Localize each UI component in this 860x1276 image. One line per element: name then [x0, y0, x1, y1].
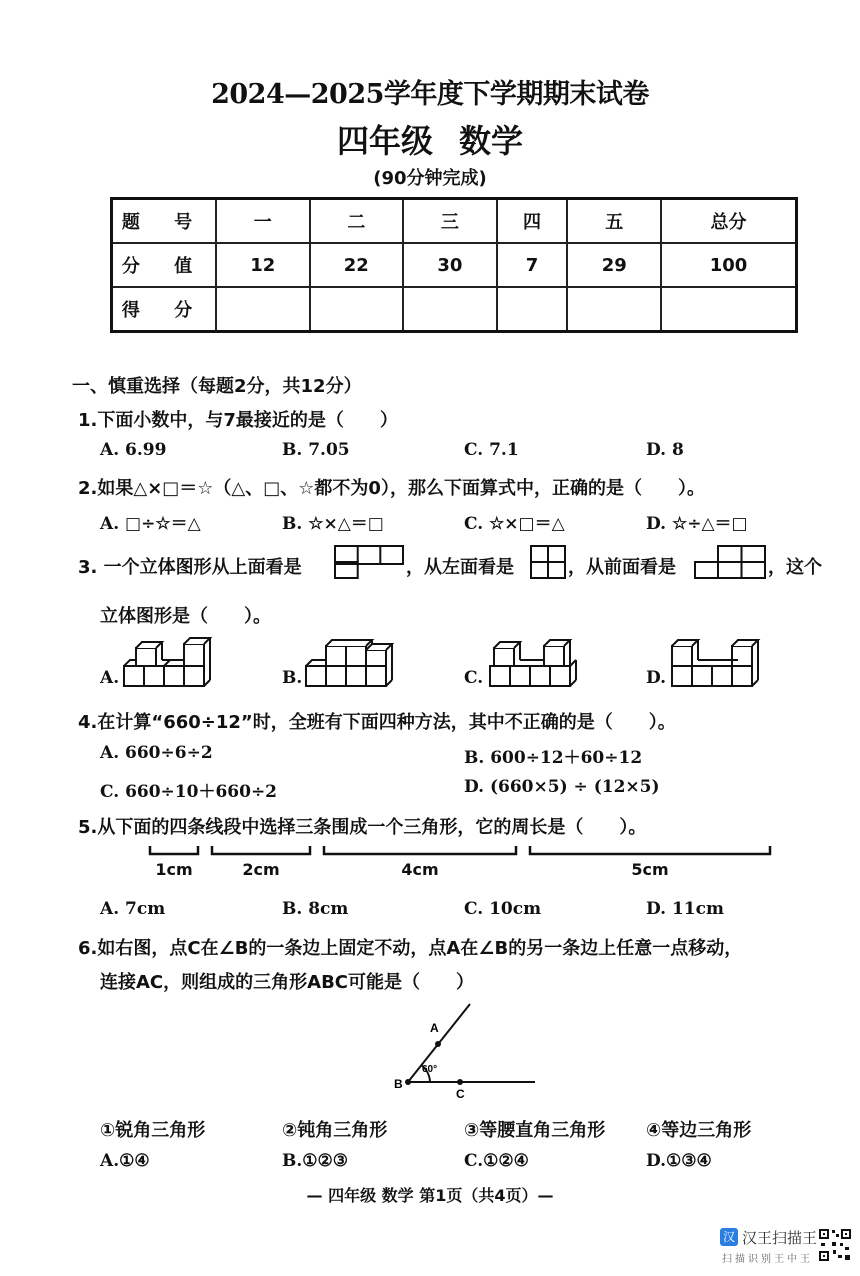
question-3-stem: 3. 一个立体图形从上面看是	[78, 557, 302, 578]
option-letter: D.	[646, 668, 667, 688]
option: C. 7.1	[464, 440, 519, 460]
angle-label: 60°	[422, 1064, 438, 1075]
question-6-stem: 6.如右图，点C在∠B的一条边上固定不动，点A在∠B的另一条边上任意一点移动，	[78, 938, 743, 959]
question-3-stem-line2: 立体图形是（ ）。	[100, 606, 271, 627]
segment-label: 4cm	[401, 860, 439, 879]
choice-item: ②钝角三角形	[282, 1120, 388, 1141]
table-row	[112, 243, 797, 287]
section-heading: 一、慎重选择（每题2分，共12分）	[72, 376, 362, 397]
cube-figure-c-icon	[486, 636, 582, 688]
option: A. 6.99	[100, 440, 167, 460]
option: C. 10cm	[464, 899, 542, 919]
option: C. 660÷10＋660÷2	[100, 782, 278, 802]
option-letter: A.	[100, 668, 120, 688]
score-input-cell[interactable]	[567, 287, 661, 332]
question-3-stem-part: ，从左面看是	[406, 557, 514, 578]
point-a-label: A	[430, 1021, 439, 1035]
page-footer: — 四年级 数学 第1页（共4页）—	[306, 1186, 554, 1205]
table-cell: 29	[567, 243, 661, 287]
table-cell: 22	[310, 243, 404, 287]
table-cell: 四	[497, 199, 568, 244]
cube-figure-b-icon	[302, 636, 394, 688]
option: B.①②③	[282, 1151, 349, 1171]
choice-item: ④等边三角形	[646, 1120, 752, 1141]
time-note: (90分钟完成)	[373, 168, 487, 189]
qr-code-icon	[818, 1228, 852, 1262]
option: D. 8	[646, 440, 684, 460]
question-4-stem: 4.在计算“660÷12”时，全班有下面四种方法，其中不正确的是（ ）。	[78, 712, 676, 733]
option-letter: B.	[282, 668, 303, 688]
question-1-stem: 1.下面小数中，与7最接近的是（ ）	[78, 410, 398, 431]
exam-title: 2024—2025学年度下学期期末试卷	[211, 79, 649, 110]
choice-item: ①锐角三角形	[100, 1120, 206, 1141]
subject-label: 数学	[459, 122, 524, 160]
cube-figure-a-icon	[120, 636, 212, 688]
table-cell: 得 分	[112, 287, 217, 332]
point-c-label: C	[456, 1087, 465, 1101]
question-6-stem-line2: 连接AC，则组成的三角形ABC可能是（ ）	[100, 972, 474, 993]
option: D. 11cm	[646, 899, 724, 919]
option: D. (660×5) ÷ (12×5)	[464, 777, 660, 797]
scanner-logo-icon: 汉	[720, 1228, 738, 1246]
option: B. ☆×△＝□	[282, 514, 384, 534]
table-cell: 三	[403, 199, 497, 244]
table-row	[112, 199, 797, 244]
option: B. 8cm	[282, 899, 349, 919]
point-b-label: B	[394, 1077, 403, 1091]
table-cell: 30	[403, 243, 497, 287]
score-table	[110, 197, 798, 333]
option: C. ☆×□＝△	[464, 514, 565, 534]
table-cell: 7	[497, 243, 568, 287]
choice-item: ③等腰直角三角形	[464, 1120, 606, 1141]
table-cell: 题 号	[112, 199, 217, 244]
table-cell: 分 值	[112, 243, 217, 287]
table-row	[112, 287, 797, 332]
segment-label: 2cm	[242, 860, 280, 879]
question-3-stem-part: ，这个	[768, 557, 822, 578]
question-2-stem: 2.如果△×□＝☆（△、□、☆都不为0），那么下面算式中，正确的是（ ）。	[78, 478, 705, 499]
table-cell: 总分	[661, 199, 797, 244]
table-cell: 二	[310, 199, 404, 244]
question-3-stem-part: ，从前面看是	[568, 557, 676, 578]
option: D.①③④	[646, 1151, 712, 1171]
option: A. 660÷6÷2	[100, 743, 213, 763]
exam-subtitle	[0, 116, 860, 162]
option: D. ☆÷△＝□	[646, 514, 748, 534]
segment-label: 5cm	[631, 860, 669, 879]
option: C.①②④	[464, 1151, 529, 1171]
option: A.①④	[100, 1151, 150, 1171]
table-cell: 12	[216, 243, 310, 287]
score-input-cell[interactable]	[661, 287, 797, 332]
table-cell: 一	[216, 199, 310, 244]
score-input-cell[interactable]	[310, 287, 404, 332]
option: A. 7cm	[100, 899, 166, 919]
score-input-cell[interactable]	[497, 287, 568, 332]
front-view-grid-icon	[694, 545, 766, 579]
question-5-stem: 5.从下面的四条线段中选择三条围成一个三角形，它的周长是（ ）。	[78, 817, 647, 838]
score-input-cell[interactable]	[403, 287, 497, 332]
top-view-grid-icon	[334, 545, 404, 579]
option: A. □÷☆＝△	[100, 514, 201, 534]
option-letter: C.	[464, 668, 484, 688]
table-cell: 五	[567, 199, 661, 244]
scanner-tagline: 扫描识别王中王	[722, 1254, 813, 1265]
segment-label: 1cm	[155, 860, 193, 879]
option: B. 600÷12＋60÷12	[464, 748, 643, 768]
option: B. 7.05	[282, 440, 350, 460]
scanner-brand: 汉王扫描王	[742, 1229, 818, 1247]
grade-label: 四年级	[336, 122, 433, 160]
left-view-grid-icon	[530, 545, 566, 579]
table-cell: 100	[661, 243, 797, 287]
cube-figure-d-icon	[668, 632, 764, 688]
angle-figure-icon	[390, 1000, 550, 1108]
score-input-cell[interactable]	[216, 287, 310, 332]
